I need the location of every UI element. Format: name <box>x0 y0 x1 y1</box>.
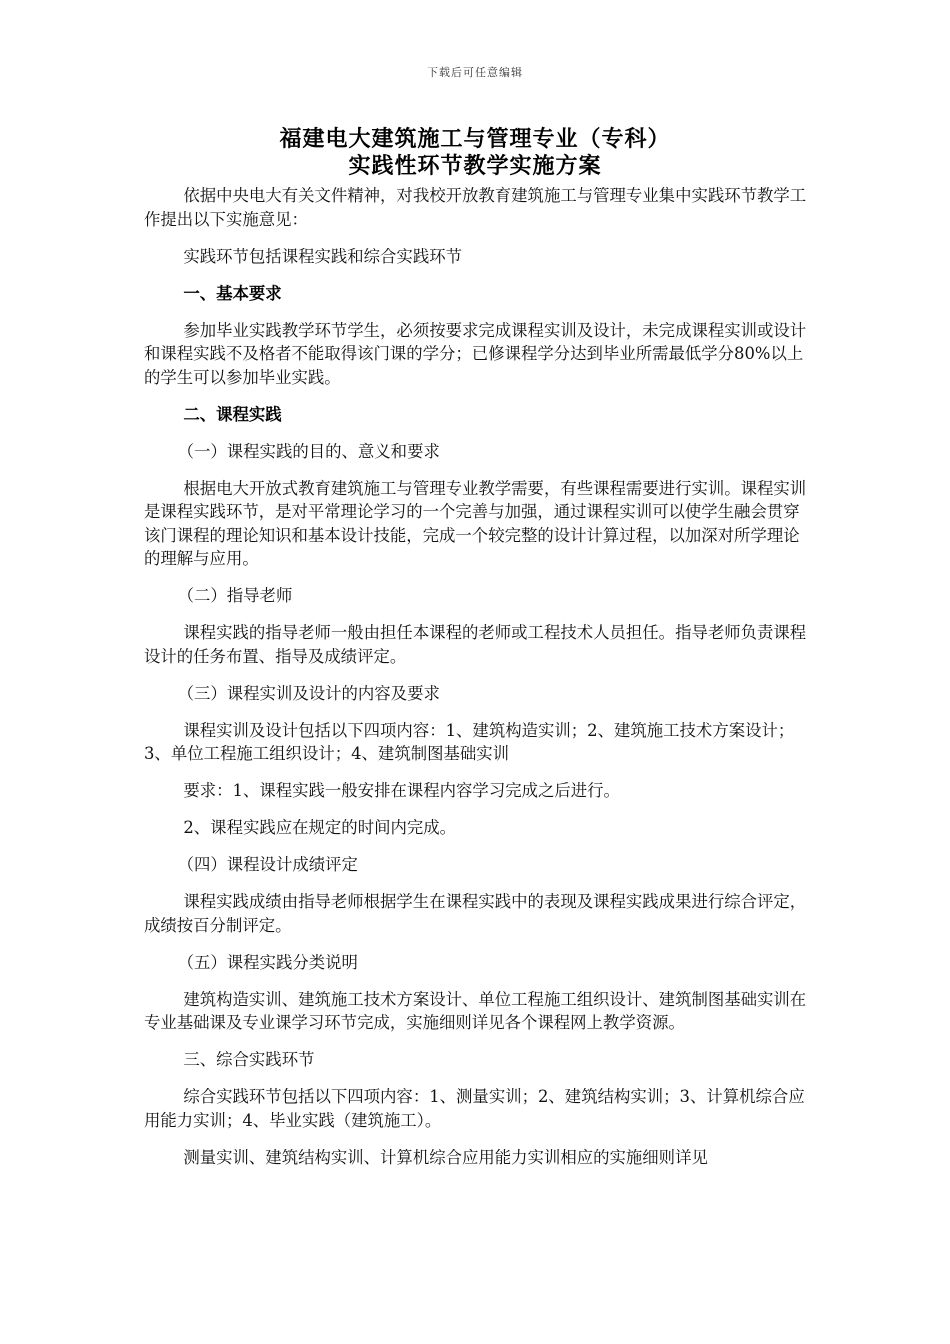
section-heading-comprehensive-practice: 三、综合实践环节 <box>183 1050 315 1069</box>
body-paragraph: 课程实践成绩由指导老师根据学生在课程实践中的表现及课程实践成果进行综合评定，成绩按百分制评定。 <box>144 892 807 935</box>
subsection-heading: （三）课程实训及设计的内容及要求 <box>177 683 440 703</box>
body-paragraph: 参加毕业实践教学环节学生，必须按要求完成课程实训及设计，未完成课程实训或设计和课程实践不及格者不能取得该门课的学分；已修课程学分达到毕业所需最低学分80%以上的学生可以参加毕业实践。 <box>144 320 807 387</box>
subsection-heading: （一）课程实践的目的、意义和要求 <box>177 441 440 461</box>
body-paragraph: 2、课程实践应在规定的时间内完成。 <box>183 818 457 837</box>
document-subtitle: 实践性环节教学实施方案 <box>348 153 602 179</box>
body-paragraph: 课程实训及设计包括以下四项内容：1、建筑构造实训；2、建筑施工技术方案设计；3、单位工程施工组织设计；4、建筑制图基础实训 <box>144 720 795 763</box>
subsection-heading: （四）课程设计成绩评定 <box>177 855 358 874</box>
header-note: 下载后可任意编辑 <box>427 66 523 79</box>
body-paragraph: 建筑构造实训、建筑施工技术方案设计、单位工程施工组织设计、建筑制图基础实训在专业基础课及专业课学习环节完成，实施细则详见各个课程网上教学资源。 <box>144 989 807 1032</box>
body-paragraph: 根据电大开放式教育建筑施工与管理专业教学需要，有些课程需要进行实训。课程实训是课程实践环节，是对平常理论学习的一个完善与加强，通过课程实训可以使学生融会贯穿该门课程的理论知识和基本设计技能，完成一个较完整的设计计算过程，以加深对所学理论的理解与应用。 <box>144 478 807 568</box>
body-paragraph: 课程实践的指导老师一般由担任本课程的老师或工程技术人员担任。指导老师负责课程设计的任务布置、指导及成绩评定。 <box>144 623 807 666</box>
document-body <box>144 184 808 1169</box>
subsection-heading: （五）课程实践分类说明 <box>177 952 358 972</box>
section-heading-course-practice: 二、课程实践 <box>183 404 282 424</box>
document-title: 福建电大建筑施工与管理专业（专科） <box>279 126 671 152</box>
section-heading-basic-requirements: 一、基本要求 <box>183 283 282 303</box>
body-paragraph: 要求：1、课程实践一般安排在课程内容学习完成之后进行。 <box>183 781 620 800</box>
body-paragraph: 测量实训、建筑结构实训、计算机综合应用能力实训相应的实施细则详见 <box>183 1147 708 1167</box>
subsection-heading: （二）指导老师 <box>177 586 293 605</box>
intro-paragraph: 依据中央电大有关文件精神，对我校开放教育建筑施工与管理专业集中实践环节教学工作提出以下实施意见： <box>144 186 807 229</box>
body-paragraph: 综合实践环节包括以下四项内容：1、测量实训；2、建筑结构实训；3、计算机综合应用能力实训；4、毕业实践（建筑施工）。 <box>144 1087 805 1130</box>
scope-paragraph: 实践环节包括课程实践和综合实践环节 <box>183 246 462 266</box>
